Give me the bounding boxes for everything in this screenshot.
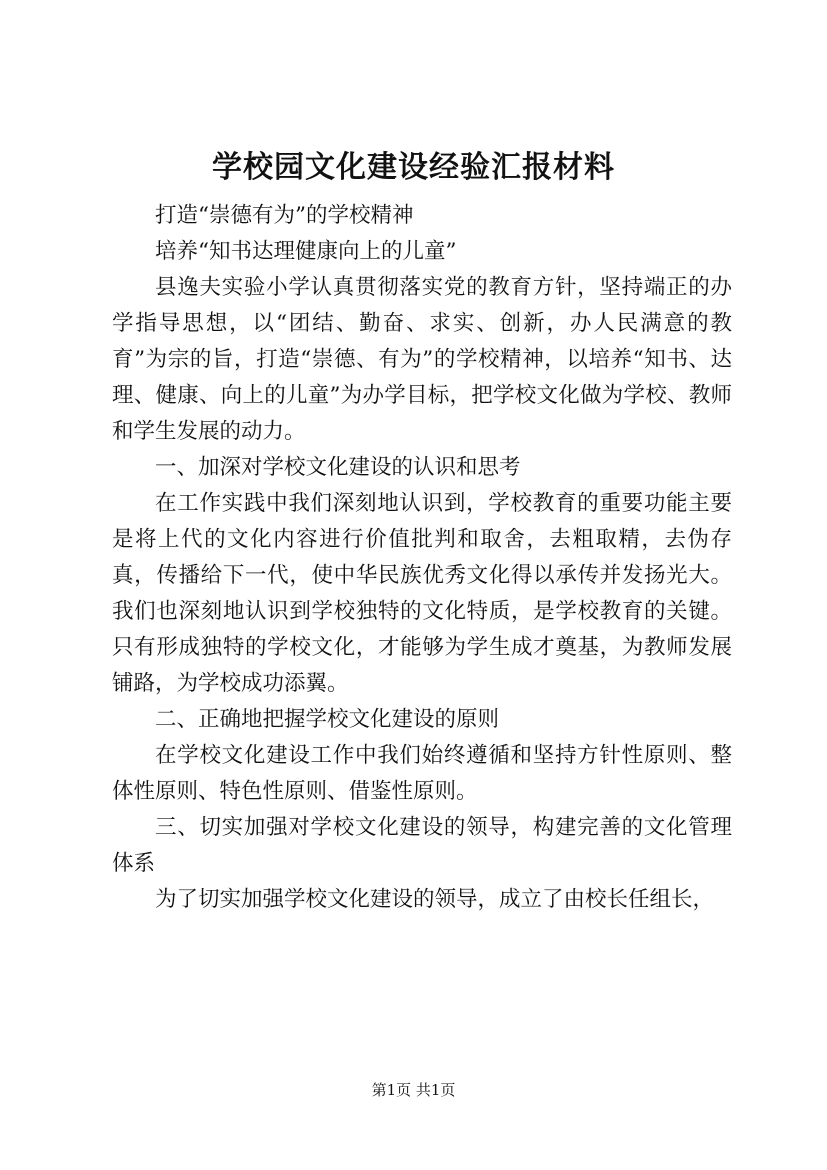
document-title: 学校园文化建设经验汇报材料: [212, 150, 615, 185]
section-heading-3: 三、切实加强对学校文化建设的领导，构建完善的文化管理体系: [112, 815, 732, 876]
paragraph-section-1: 在工作实践中我们深刻地认识到，学校教育的重要功能主要是将上代的文化内容进行价值批判和取舍，去粗取精，去伪存真，传播给下一代，使中华民族优秀文化得以承传并发扬光大。我们也深刻地认识到学校独特的文化特质，是学校教育的关键。只有形成独特的学校文化，才能够为学生成才奠基，为教师发展铺路，为学校成功添翼。: [112, 491, 732, 696]
paragraph-section-3: 为了切实加强学校文化建设的领导，成立了由校长任组长，: [155, 887, 715, 912]
document-body: [112, 198, 732, 918]
paragraph-subtitle-2: 培养“知书达理健康向上的儿童”: [155, 239, 457, 264]
paragraph-intro: 县逸夫实验小学认真贯彻落实党的教育方针，坚持端正的办学指导思想，以“团结、勤奋、求实、创新，办人民满意的教育”为宗的旨，打造“崇德、有为”的学校精神，以培养“知书、达理、健康、向上的儿童”为办学目标，把学校文化做为学校、教师和学生发展的动力。: [112, 275, 732, 444]
section-heading-1: 一、加深对学校文化建设的认识和思考: [155, 455, 521, 480]
section-heading-2: 二、正确地把握学校文化建设的原则: [155, 707, 500, 732]
page-footer: 第1页 共1页: [371, 1081, 456, 1099]
paragraph-section-2: 在学校文化建设工作中我们始终遵循和坚持方针性原则、整体性原则、特色性原则、借鉴性原则。: [112, 743, 732, 804]
paragraph-subtitle-1: 打造“崇德有为”的学校精神: [155, 203, 414, 228]
